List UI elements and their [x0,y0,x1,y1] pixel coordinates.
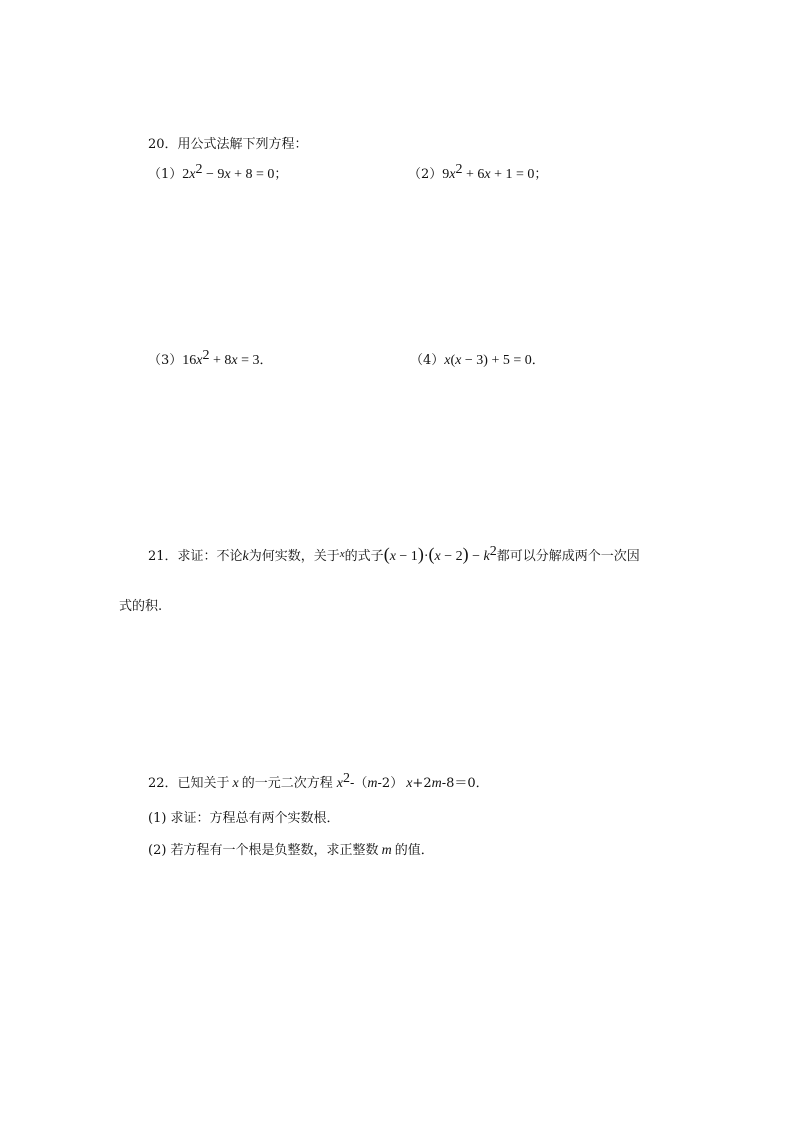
variable: x [444,353,451,368]
q20-item-2 [408,162,548,184]
q20-stem-text: 20．用公式法解下列方程： [148,137,308,152]
q20-item-4 [410,352,545,370]
variable-x: x [389,549,396,564]
variable-x: x [336,776,343,791]
close-paren: ) [417,544,424,564]
item-label: （2） [408,167,443,182]
variable-k: k [483,549,490,564]
item-label: （1） [148,167,183,182]
q22-text: -8＝0． [441,776,489,791]
q20-item-3 [148,348,273,370]
q21-line-1 [148,545,640,566]
variable-m: m [381,843,392,858]
item-label: （3） [148,353,183,368]
variable-k: k [242,549,249,564]
exponent: 2 [202,348,210,363]
q22-sub-text: 的值． [394,843,434,858]
punct: ． [259,353,273,368]
open-paren: ( [428,544,435,564]
variable-m: m [367,776,378,791]
exponent: 2 [195,162,203,177]
q22-text: 22．已知关于 [148,776,230,791]
q21-text: 式的积. [119,599,163,614]
variable: x [455,353,462,368]
variable: x [449,167,456,182]
term: + 8 = 0 [230,167,275,182]
open-paren: ( [383,544,390,564]
coef: 2 [182,167,190,182]
term: − 2 [440,549,463,564]
q20-item-1 [148,162,288,184]
term: − 3) + 5 = 0 [461,353,532,368]
term: + 8 [209,353,232,368]
variable-x: x [339,548,345,560]
q22-sub-2 [148,842,434,860]
q22-text: -2） [377,776,404,791]
coef: 16 [182,353,197,368]
term: + 6 [462,167,485,182]
q21-text: 的式子 [344,549,384,564]
exponent: 2 [489,544,497,559]
variable: x [224,167,231,182]
q22-stem [148,771,489,793]
term: + 1 = 0 [490,167,535,182]
q21-line-2 [119,598,162,616]
q20-stem [148,136,308,154]
q22-text: -（ [350,776,368,791]
item-label: （4） [410,353,445,368]
q22-sub-text: (2) 若方程有一个根是负整数，求正整数 [148,843,379,858]
q22-sub-text: (1) 求证：方程总有两个实数根． [148,811,340,826]
term: = 3 [237,353,260,368]
punct: ； [534,167,548,182]
q22-text: +2 [412,776,432,791]
q22-sub-1 [148,810,340,828]
q21-text: 都可以分解成两个一次因 [496,549,640,564]
q22-text: 的一元二次方程 [241,776,333,791]
dot-operator: · [423,549,429,564]
exponent: 2 [343,771,350,786]
close-paren: ) [462,544,469,564]
variable: x [231,353,238,368]
exponent: 2 [455,162,463,177]
variable: x [189,167,196,182]
minus: − [468,549,484,564]
variable: x [484,167,491,182]
variable-x: x [232,776,239,791]
variable-x: x [434,549,441,564]
q21-text: 21．求证：不论 [148,549,243,564]
variable-x: x [406,776,413,791]
coef: 9 [442,167,450,182]
term: − 9 [202,167,225,182]
variable: x [196,353,203,368]
open-paren: ( [450,353,456,368]
punct: ； [274,167,288,182]
term: − 1 [395,549,418,564]
punct: ． [531,353,545,368]
variable-m: m [431,776,442,791]
q21-text: 为何实数，关于 [248,549,340,564]
